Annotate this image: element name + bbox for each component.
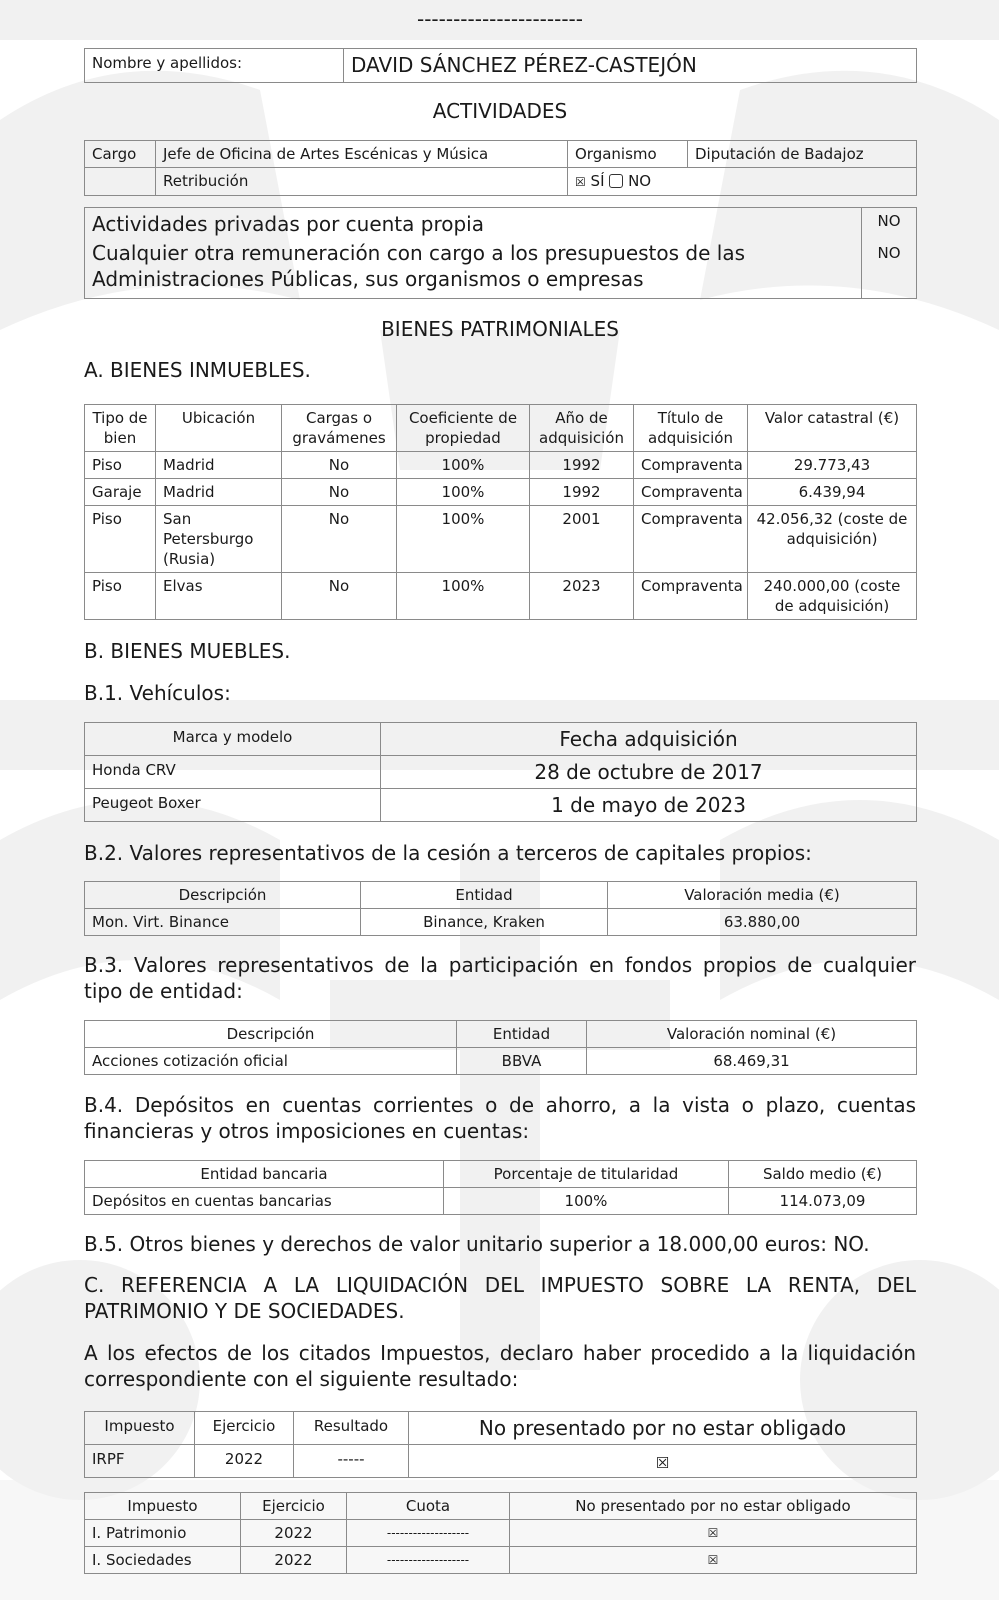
table-cell: No	[282, 479, 397, 506]
b1-heading: B.1. Vehículos:	[84, 681, 231, 705]
header-cell: Título de adquisición	[634, 405, 748, 452]
header-cell: Valoración media (€)	[608, 882, 917, 909]
table-cell: 114.073,09	[729, 1188, 917, 1215]
privadas-label: Actividades privadas por cuenta propia	[85, 208, 862, 241]
table-row	[85, 756, 917, 789]
table-cell: I. Sociedades	[85, 1547, 241, 1574]
header-cell: Marca y modelo	[85, 723, 381, 756]
table-row	[85, 789, 917, 822]
b2-table	[84, 881, 917, 936]
patrimonio-not-obliged-checkbox[interactable]: ☒	[510, 1520, 917, 1547]
table-cell: 2022	[195, 1445, 294, 1478]
c-heading: C. REFERENCIA A LA LIQUIDACIÓN DEL IMPUESTO SOBRE LA RENTA, DEL PATRIMONIO Y DE SOCIEDADES.	[84, 1273, 916, 1323]
header-cell: Resultado	[294, 1412, 409, 1445]
header-cell: Ejercicio	[241, 1493, 347, 1520]
table-cell: 100%	[397, 506, 530, 573]
top-dashes: -----------------------	[417, 7, 583, 31]
table-cell: Elvas	[156, 573, 282, 620]
inmuebles-header-row	[85, 405, 917, 452]
table-cell: 240.000,00 (coste de adquisición)	[748, 573, 917, 620]
table-cell: Depósitos en cuentas bancarias	[85, 1188, 444, 1215]
table-cell: Compraventa	[634, 506, 748, 573]
si-label: SÍ	[590, 172, 605, 190]
table-cell: 100%	[397, 452, 530, 479]
table-cell: Peugeot Boxer	[85, 789, 381, 822]
actividades-title: ACTIVIDADES	[432, 99, 568, 123]
header-cell: Impuesto	[85, 1412, 195, 1445]
header-cell: Valoración nominal (€)	[587, 1021, 917, 1048]
table-cell: Compraventa	[634, 573, 748, 620]
b4-table	[84, 1160, 917, 1215]
table-cell: No	[282, 573, 397, 620]
header-cell: Ejercicio	[195, 1412, 294, 1445]
table-row	[85, 452, 917, 479]
table-cell: 100%	[397, 573, 530, 620]
header-cell: Descripción	[85, 882, 361, 909]
header-cell: Cuota	[347, 1493, 510, 1520]
b4-heading: B.4. Depósitos en cuentas corrientes o de ahorro, a la vista o plazo, cuentas financieras y otros imposiciones en cuentas:	[84, 1093, 916, 1143]
cargo-label: Cargo	[85, 141, 156, 168]
otra-remuneracion-value: NO	[862, 240, 917, 298]
table-cell: Piso	[85, 573, 156, 620]
header-cell: Tipo de bien	[85, 405, 156, 452]
c-text: A los efectos de los citados Impuestos, declaro haber procedido a la liquidación correspondiente con el siguiente resultado:	[84, 1341, 916, 1391]
header-cell: Impuesto	[85, 1493, 241, 1520]
header-cell: Valor catastral (€)	[748, 405, 917, 452]
table-cell: Compraventa	[634, 479, 748, 506]
table-cell: BBVA	[457, 1048, 587, 1075]
no-checkbox-empty[interactable]	[609, 174, 623, 188]
table-cell: No	[282, 452, 397, 479]
table-row	[85, 1520, 917, 1547]
organismo-label: Organismo	[568, 141, 688, 168]
vehiculos-table	[84, 722, 917, 822]
otros-impuestos-table	[84, 1492, 917, 1574]
table-cell: Madrid	[156, 479, 282, 506]
si-checkbox-checked[interactable]: ☒	[575, 175, 586, 189]
table-cell: Honda CRV	[85, 756, 381, 789]
a-heading: A. BIENES INMUEBLES.	[84, 358, 311, 382]
table-cell: Mon. Virt. Binance	[85, 909, 361, 936]
retribucion-options	[568, 168, 917, 196]
otros-header-row	[85, 1493, 917, 1520]
header-cell: Porcentaje de titularidad	[444, 1161, 729, 1188]
table-row	[85, 506, 917, 573]
b3-header-row	[85, 1021, 917, 1048]
table-cell: 2001	[530, 506, 634, 573]
b3-heading: B.3. Valores representativos de la participación en fondos propios de cualquier tipo de entidad:	[84, 953, 916, 1003]
table-cell: Binance, Kraken	[361, 909, 608, 936]
table-row	[85, 909, 917, 936]
b4-header-row	[85, 1161, 917, 1188]
b2-header-row	[85, 882, 917, 909]
header-cell: Entidad bancaria	[85, 1161, 444, 1188]
table-row	[85, 1048, 917, 1075]
table-cell: 68.469,31	[587, 1048, 917, 1075]
table-cell: 1992	[530, 452, 634, 479]
table-row	[85, 573, 917, 620]
vehiculos-header-row	[85, 723, 917, 756]
table-cell: Acciones cotización oficial	[85, 1048, 457, 1075]
bienes-title: BIENES PATRIMONIALES	[381, 317, 619, 341]
table-cell: 100%	[444, 1188, 729, 1215]
header-cell: Entidad	[361, 882, 608, 909]
table-cell: 100%	[397, 479, 530, 506]
irpf-table	[84, 1411, 917, 1478]
no-label: NO	[628, 172, 652, 190]
table-row	[85, 1445, 917, 1478]
table-cell: IRPF	[85, 1445, 195, 1478]
b2-heading: B.2. Valores representativos de la cesión a terceros de capitales propios:	[84, 841, 812, 865]
irpf-header-row	[85, 1412, 917, 1445]
table-cell: 29.773,43	[748, 452, 917, 479]
table-cell: Compraventa	[634, 452, 748, 479]
table-cell: 1 de mayo de 2023	[381, 789, 917, 822]
cargo-table	[84, 140, 917, 196]
table-cell: Madrid	[156, 452, 282, 479]
header-cell: No presentado por no estar obligado	[409, 1412, 917, 1445]
table-cell: 42.056,32 (coste de adquisición)	[748, 506, 917, 573]
table-cell: 1992	[530, 479, 634, 506]
table-cell: 63.880,00	[608, 909, 917, 936]
name-table	[84, 48, 917, 83]
actividades-privadas-table	[84, 207, 917, 299]
header-cell: Descripción	[85, 1021, 457, 1048]
table-cell: -------------------	[347, 1547, 510, 1574]
table-cell: 2022	[241, 1520, 347, 1547]
b-heading: B. BIENES MUEBLES.	[84, 639, 291, 663]
table-cell: No	[282, 506, 397, 573]
b5-text: B.5. Otros bienes y derechos de valor unitario superior a 18.000,00 euros: NO.	[84, 1232, 870, 1256]
table-row	[85, 1547, 917, 1574]
table-row	[85, 1188, 917, 1215]
header-cell: Coeficiente de propiedad	[397, 405, 530, 452]
cargo-value: Jefe de Oficina de Artes Escénicas y Música	[156, 141, 568, 168]
table-cell: 6.439,94	[748, 479, 917, 506]
table-cell: Piso	[85, 452, 156, 479]
sociedades-not-obliged-checkbox[interactable]: ☒	[510, 1547, 917, 1574]
inmuebles-table	[84, 404, 917, 620]
table-cell: 28 de octubre de 2017	[381, 756, 917, 789]
table-cell: 2022	[241, 1547, 347, 1574]
table-cell: -------------------	[347, 1520, 510, 1547]
name-label: Nombre y apellidos:	[85, 49, 344, 83]
header-cell: Fecha adquisición	[381, 723, 917, 756]
table-cell: San Petersburgo (Rusia)	[156, 506, 282, 573]
header-cell: No presentado por no estar obligado	[510, 1493, 917, 1520]
table-cell: 2023	[530, 573, 634, 620]
table-cell: -----	[294, 1445, 409, 1478]
header-cell: Saldo medio (€)	[729, 1161, 917, 1188]
header-cell: Entidad	[457, 1021, 587, 1048]
table-cell: Garaje	[85, 479, 156, 506]
table-cell: Piso	[85, 506, 156, 573]
name-value: DAVID SÁNCHEZ PÉREZ-CASTEJÓN	[344, 49, 917, 83]
irpf-not-obliged-checkbox[interactable]: ☒	[409, 1445, 917, 1478]
b3-table	[84, 1020, 917, 1075]
header-cell: Ubicación	[156, 405, 282, 452]
table-cell: I. Patrimonio	[85, 1520, 241, 1547]
privadas-value: NO	[862, 208, 917, 241]
header-cell: Año de adquisición	[530, 405, 634, 452]
header-cell: Cargas o gravámenes	[282, 405, 397, 452]
retribucion-label: Retribución	[156, 168, 568, 196]
organismo-value: Diputación de Badajoz	[688, 141, 917, 168]
empty-cell	[85, 168, 156, 196]
otra-remuneracion-label: Cualquier otra remuneración con cargo a los presupuestos de las Administraciones Públicas, sus organismos o empresas	[85, 240, 862, 298]
table-row	[85, 479, 917, 506]
